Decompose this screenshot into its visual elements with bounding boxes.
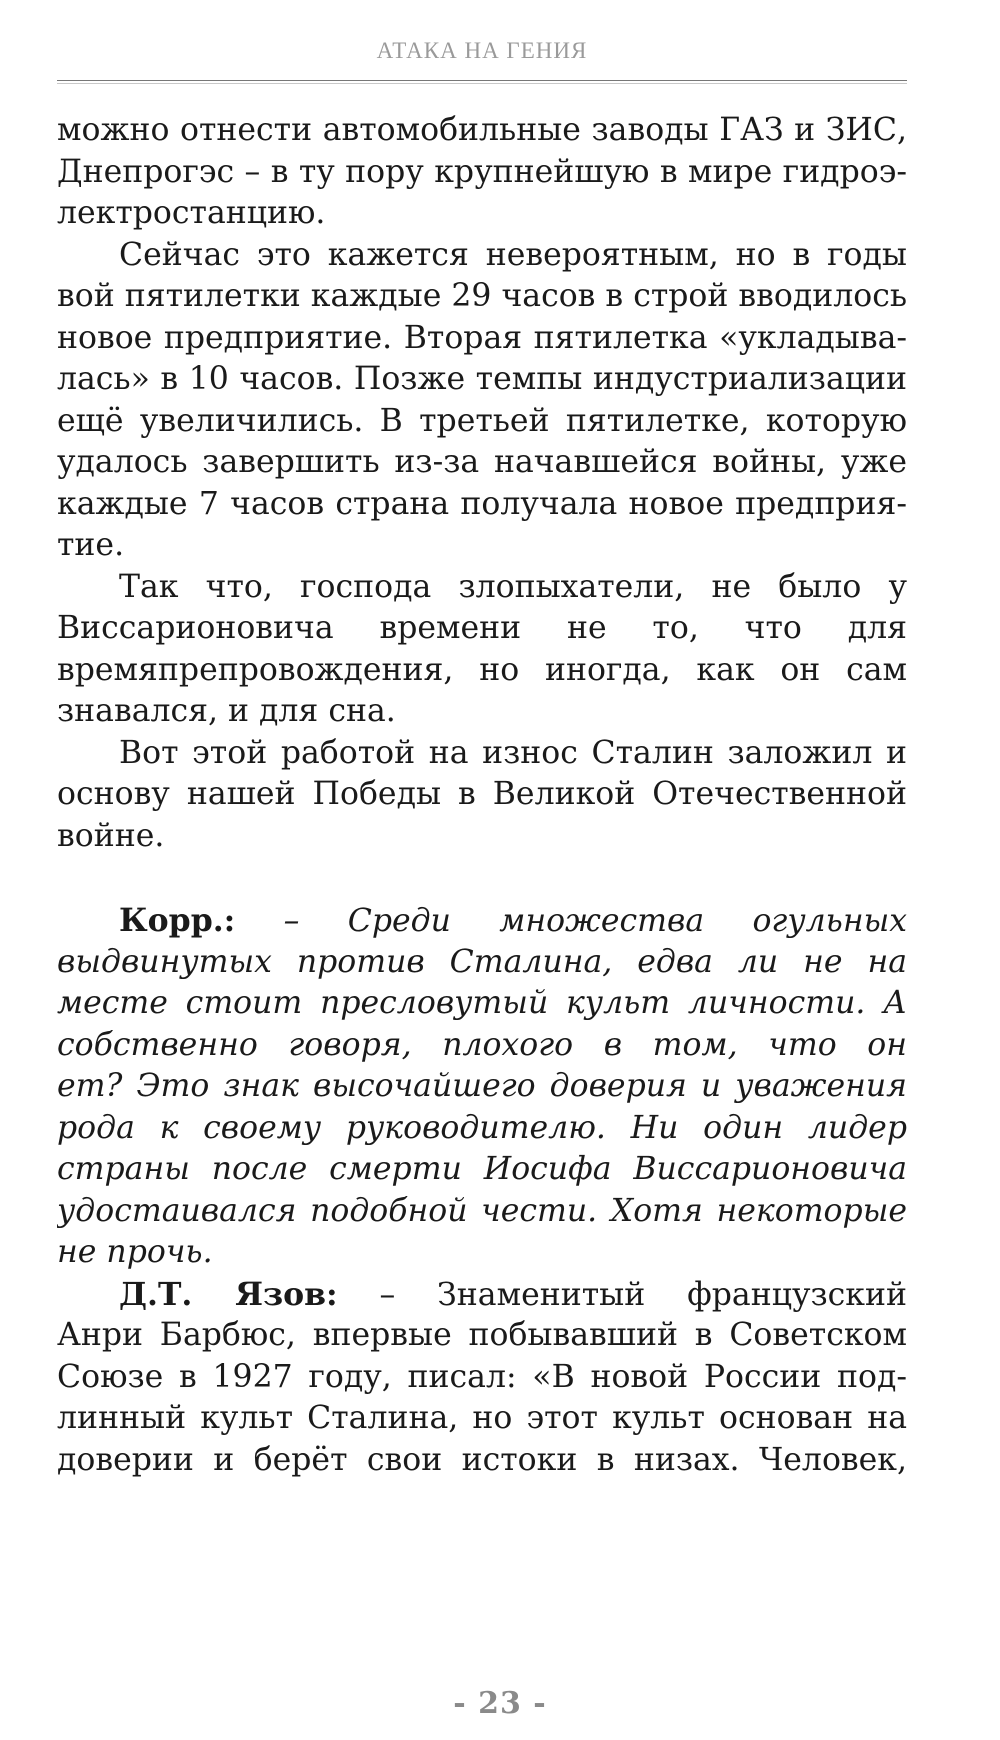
text-line: новое предприятие. Вторая пятилетка «укладыва- bbox=[57, 319, 907, 356]
text-line: Союзе в 1927 году, писал: «В новой России под- bbox=[57, 1358, 907, 1395]
text-line: войне. bbox=[57, 817, 165, 854]
body-text bbox=[57, 110, 907, 1481]
text-line: можно отнести автомобильные заводы ГАЗ и ЗИС, bbox=[57, 112, 907, 148]
speaker-corr: Корр.: bbox=[119, 902, 236, 939]
text-line: тие. bbox=[57, 527, 125, 563]
text-line: месте стоит пресловутый культ личности. А bbox=[57, 985, 907, 1021]
text-line: основу нашей Победы в Великой Отечественной bbox=[57, 776, 907, 812]
header-rule bbox=[57, 80, 907, 81]
text-line: линный культ Сталина, но этот культ основан на bbox=[57, 1400, 907, 1436]
header-rule-thin bbox=[57, 83, 907, 84]
text-line: ет? Это знак высочайшего доверия и уважения bbox=[57, 1068, 907, 1104]
text-line: удостаивался подобной чести. Хотя некоторые bbox=[57, 1192, 907, 1229]
text-line: рода к своему руководителю. Ни один лидер bbox=[57, 1109, 907, 1146]
text-line: каждые 7 часов страна получала новое предприя- bbox=[57, 485, 907, 522]
text-line: знавался, и для сна. bbox=[57, 693, 396, 729]
answer-first-line bbox=[57, 1274, 907, 1316]
text-line: страны после смерти Иосифа Виссарионовича bbox=[57, 1151, 907, 1187]
text-line: не прочь. bbox=[57, 1234, 213, 1270]
question-first-line bbox=[57, 900, 907, 942]
page-number: - 23 - bbox=[453, 1686, 547, 1721]
text-line: времяпрепровождения, но иногда, как он сам bbox=[57, 651, 907, 688]
text-line: вой пятилетки каждые 29 часов в строй вводилось bbox=[57, 278, 907, 314]
text-line: ещё увеличились. В третьей пятилетке, которую bbox=[57, 402, 907, 439]
text-line: доверии и берёт свои истоки в низах. Человек, bbox=[57, 1441, 907, 1478]
section-gap bbox=[57, 857, 907, 900]
text-line: Днепрогэс – в ту пору крупнейшую в мире гидроэ- bbox=[57, 153, 907, 190]
text-line: лась» в 10 часов. Позже темпы индустриализации bbox=[57, 361, 907, 397]
text-line: Сейчас это кажется невероятным, но в годы bbox=[119, 236, 907, 273]
text-line: собственно говоря, плохого в том, что он bbox=[57, 1026, 907, 1063]
answer-text: – Знаменитый французский bbox=[379, 1276, 907, 1313]
text-line: Анри Барбюс, впервые побывавший в Советском bbox=[57, 1317, 907, 1353]
speaker-yazov: Д.Т. Язов: bbox=[119, 1275, 338, 1313]
text-line: Так что, господа злопыхатели, не было у bbox=[119, 568, 907, 605]
text-line: Виссарионовича времени не то, что для bbox=[57, 610, 907, 646]
text-line: лектростанцию. bbox=[57, 195, 326, 231]
question-text: – Среди множества огульных bbox=[283, 903, 907, 939]
text-line: Вот этой работой на износ Сталин заложил и bbox=[119, 734, 907, 771]
running-header: АТАКА НА ГЕНИЯ bbox=[376, 38, 588, 63]
text-line: удалось завершить из-за начавшейся войны, уже bbox=[57, 444, 907, 480]
text-line: выдвинутых против Сталина, едва ли не на bbox=[57, 943, 907, 980]
